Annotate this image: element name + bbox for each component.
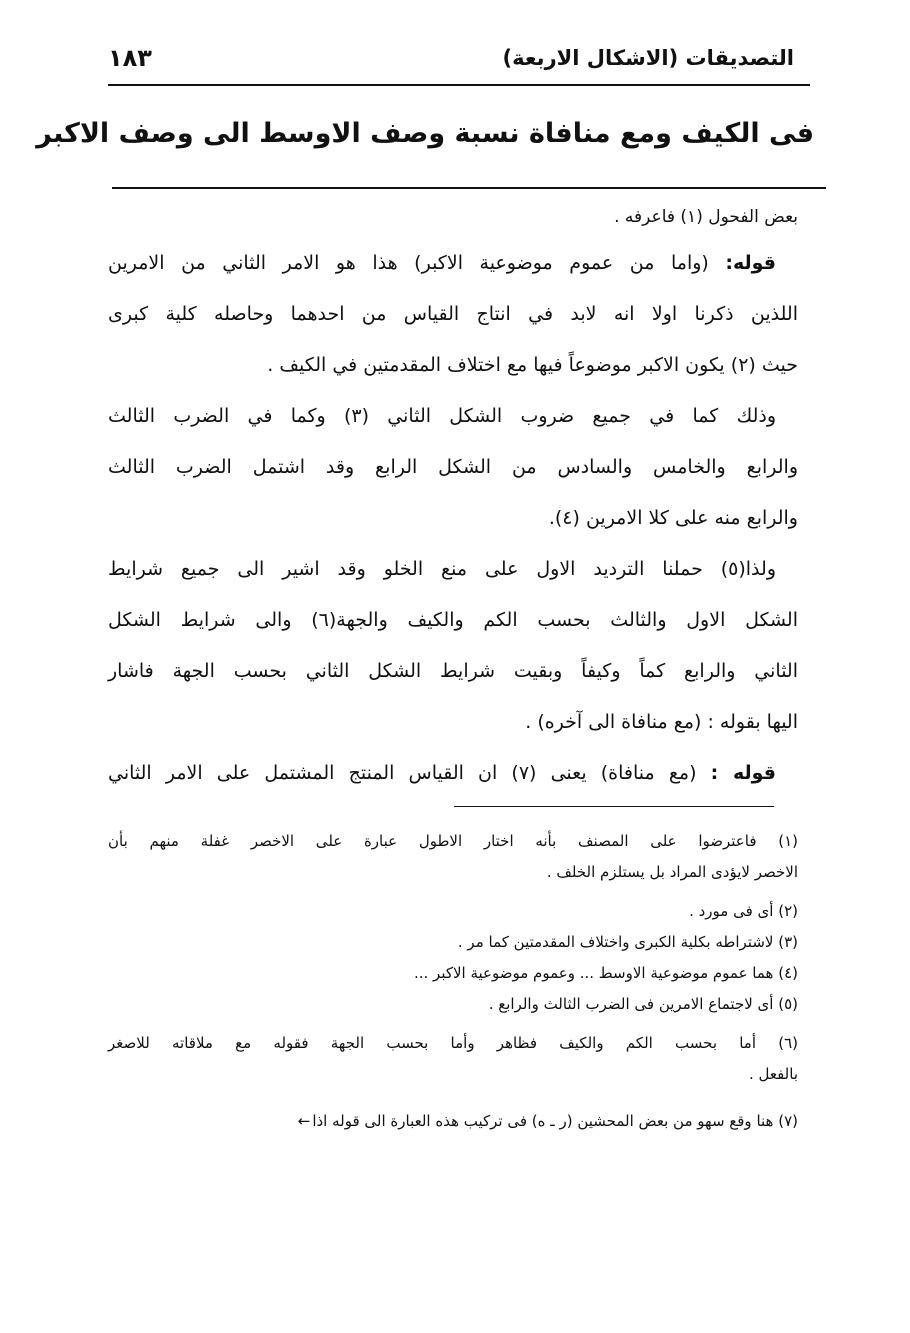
- body-line-text: (مع منافاة) يعنى (٧) ان القياس المنتج المشتمل على الامر الثاني: [108, 762, 711, 784]
- body-line: [108, 748, 798, 799]
- body-line: [108, 289, 798, 340]
- main-text: [108, 196, 798, 799]
- body-line: [108, 544, 798, 595]
- body-line-text: الثاني والرابع كماً وكيفاً وبقيت شرايط الشكل الثاني بحسب الجهة فاشار: [108, 660, 798, 682]
- footnote-line: الاخصر لايؤدى المراد بل يستلزم الخلف .: [546, 863, 798, 881]
- body-line: [108, 646, 798, 697]
- continuation-arrow-icon: ←: [297, 1112, 311, 1130]
- running-title: التصديقات (الاشكال الاربعة): [502, 46, 794, 70]
- quote-label: قوله:: [725, 252, 776, 274]
- body-line: [108, 595, 798, 646]
- body-line-text: اللذين ذكرنا اولا انه لابد في انتاج القياس من احدهما وحاصله كلية كبرى: [108, 303, 798, 325]
- section-divider-rule: [112, 187, 826, 189]
- body-line-text: بعض الفحول (١) فاعرفه .: [614, 207, 798, 227]
- footnote-line: (١) فاعترضوا على المصنف بأنه اختار الاطول عبارة على الاخصر غفلة منهم بأن: [108, 832, 798, 850]
- footnote-separator: [454, 806, 774, 807]
- quote-label: قوله :: [710, 762, 776, 784]
- footnote-text: (٧) هنا وقع سهو من بعض المحشين (ر ـ ه) فى تركيب هذه العبارة الى قوله اذا: [312, 1112, 798, 1130]
- footnote-line: (٤) هما عموم موضوعية الاوسط ... وعموم موضوعية الاكبر ...: [413, 964, 798, 982]
- body-line: [108, 196, 798, 238]
- header-rule: [108, 84, 810, 86]
- body-line: [108, 238, 798, 289]
- body-line-text: والرابع منه على كلا الامرين (٤).: [548, 507, 798, 529]
- footnote-line: (٣) لاشتراطه بكلية الكبرى واختلاف المقدمتين كما مر .: [457, 933, 798, 951]
- footnotes: [108, 826, 798, 1137]
- body-line: [108, 442, 798, 493]
- body-line: [108, 697, 798, 748]
- footnote-line: (٢) أى فى مورد .: [689, 902, 798, 920]
- footnote-line: [108, 1106, 798, 1137]
- page-number: ١٨٣: [108, 44, 152, 72]
- section-heading-line: فى الكيف ومع منافاة نسبة وصف الاوسط الى وصف الاكبر: [36, 118, 814, 149]
- body-line-text: الشكل الاول والثالث بحسب الكم والكيف والجهة(٦) والى شرايط الشكل: [108, 609, 799, 631]
- body-line-text: والرابع والخامس والسادس من الشكل الرابع وقد اشتمل الضرب الثالث: [108, 456, 798, 478]
- body-line: [108, 493, 798, 544]
- body-line-text: اليها بقوله : (مع منافاة الى آخره) .: [525, 711, 798, 733]
- body-line-text: وذلك كما في جميع ضروب الشكل الثاني (٣) وكما في الضرب الثالث: [108, 405, 777, 427]
- footnote-line: (٦) أما بحسب الكم والكيف فظاهر وأما بحسب الجهة فقوله مع ملاقاته للاصغر: [108, 1034, 798, 1052]
- running-header: [108, 36, 794, 80]
- body-line-text: ولذا(٥) حملنا الترديد الاول على منع الخلو وقد اشير الى جميع شرايط: [108, 558, 776, 580]
- footnote-line: (٥) أى لاجتماع الامرين فى الضرب الثالث والرابع .: [488, 995, 798, 1013]
- footnote-line: بالفعل .: [748, 1065, 798, 1083]
- body-line: [108, 391, 798, 442]
- body-line-text: حيث (٢) يكون الاكبر موضوعاً فيها مع اختلاف المقدمتين في الكيف .: [267, 354, 798, 376]
- body-line-text: (واما من عموم موضوعية الاكبر) هذا هو الامر الثاني من الامرين: [108, 252, 726, 274]
- body-line: [108, 340, 798, 391]
